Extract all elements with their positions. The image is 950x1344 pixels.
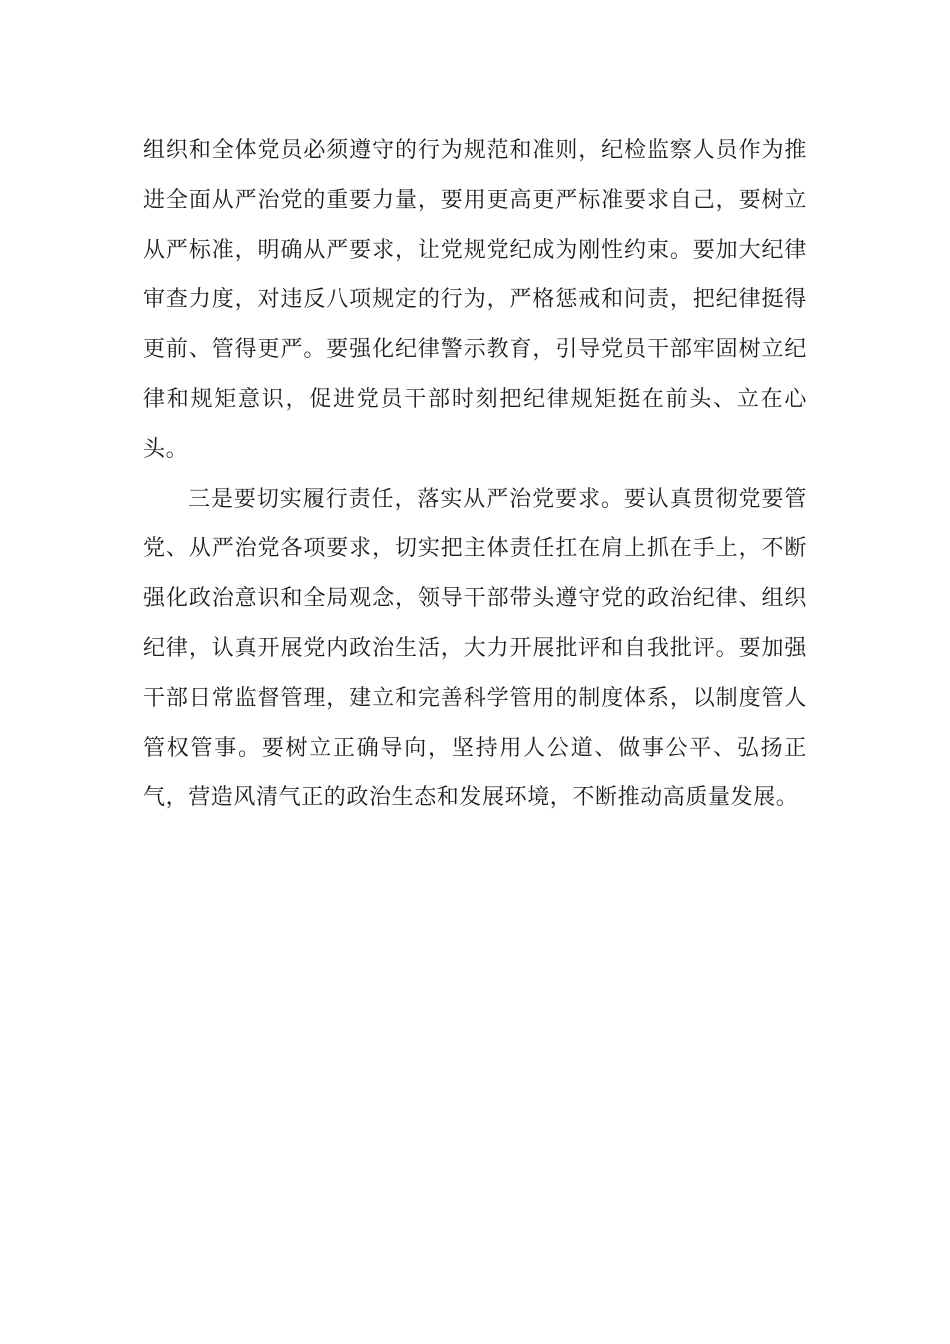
document-body <box>143 126 807 823</box>
paragraph-section-three: 三是要切实履行责任，落实从严治党要求。要认真贯彻党要管党、从严治党各项要求，切实把主体责任扛在肩上抓在手上，不断强化政治意识和全局观念，领导干部带头遵守党的政治纪律、组织纪律，认真开展党内政治生活，大力开展批评和自我批评。要加强干部日常监督管理，建立和完善科学管用的制度体系，以制度管人管权管事。要树立正确导向，坚持用人公道、做事公平、弘扬正气，营造风清气正的政治生态和发展环境，不断推动高质量发展。 <box>143 486 807 811</box>
paragraph-continued: 组织和全体党员必须遵守的行为规范和准则，纪检监察人员作为推进全面从严治党的重要力量，要用更高更严标准要求自己，要树立从严标准，明确从严要求，让党规党纪成为刚性约束。要加大纪律审查力度，对违反八项规定的行为，严格惩戒和问责，把纪律挺得更前、管得更严。要强化纪律警示教育，引导党员干部牢固树立纪律和规矩意识，促进党员干部时刻把纪律规矩挺在前头、立在心头。 <box>143 138 807 462</box>
